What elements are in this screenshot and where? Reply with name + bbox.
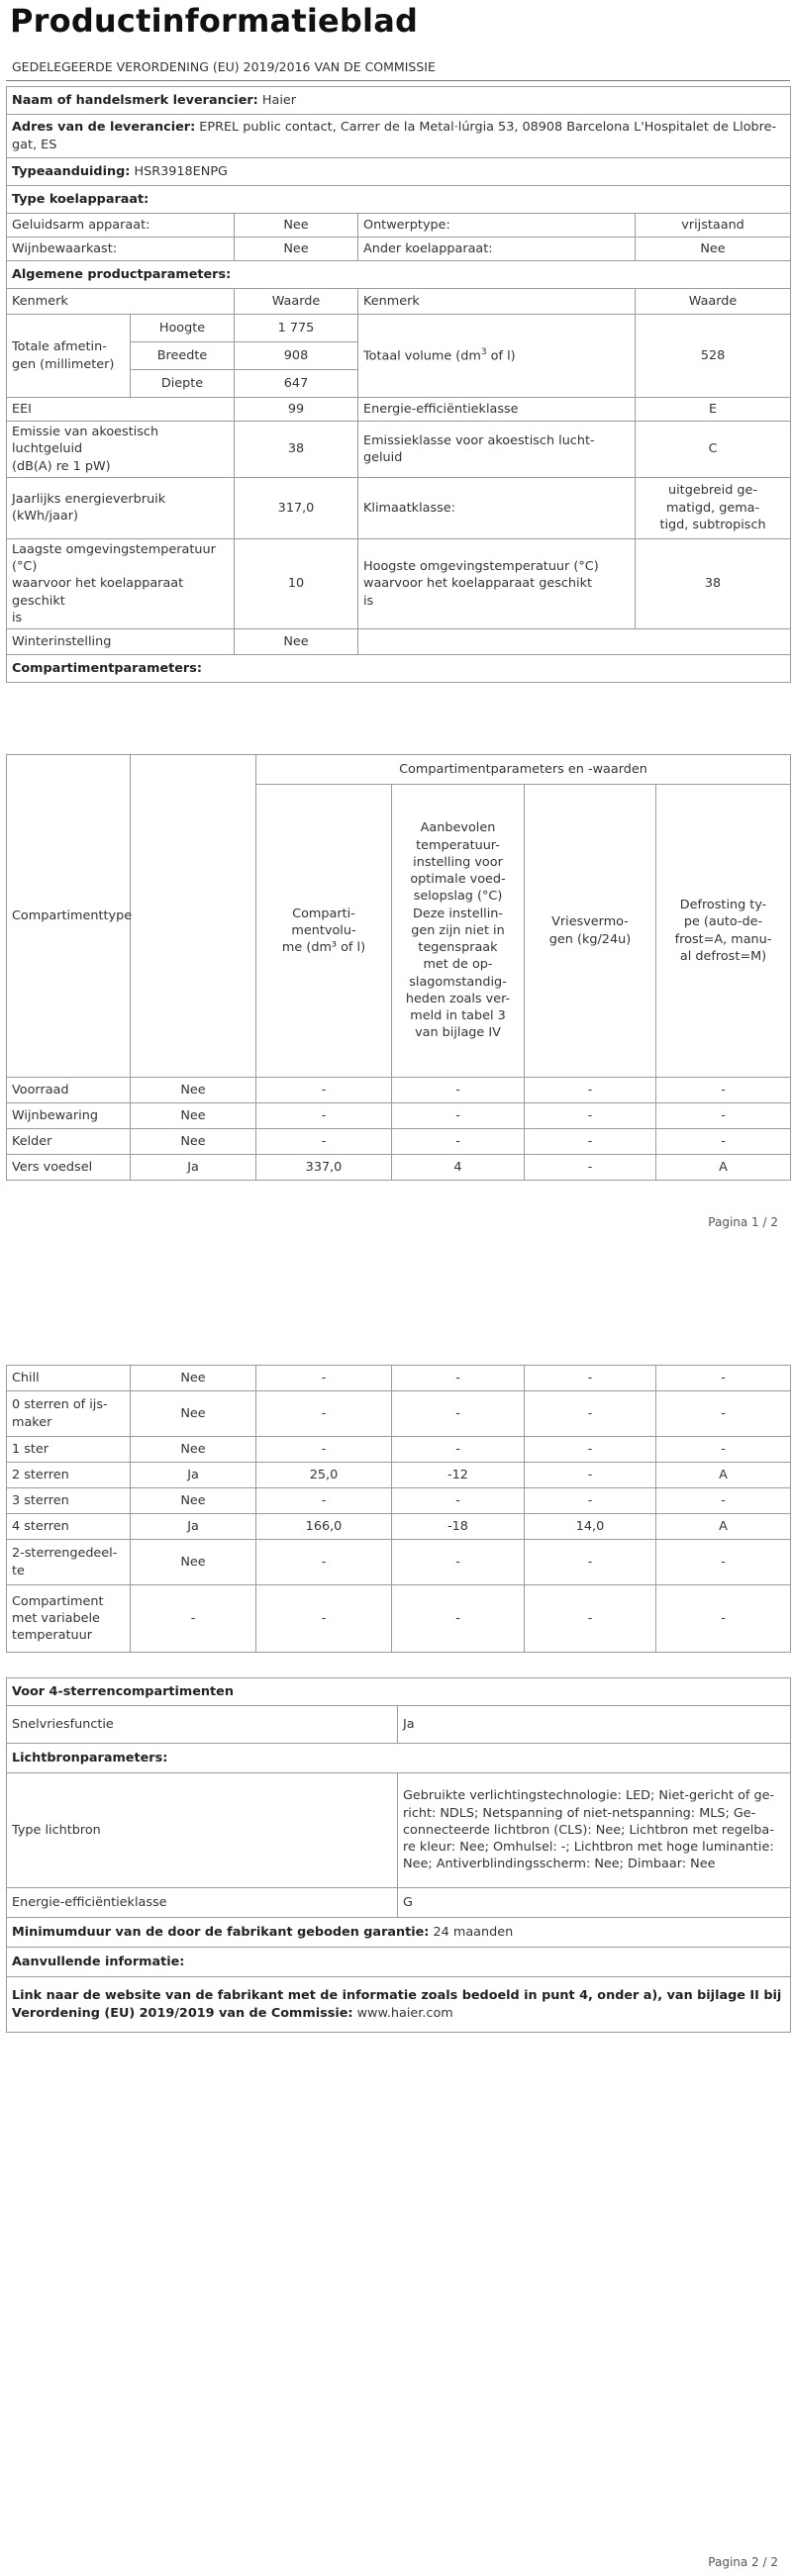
supplier-name-row	[7, 87, 791, 115]
other-appliance-value: Nee	[636, 238, 791, 261]
compartment-volume: -	[256, 1488, 392, 1514]
manufacturer-link-row: Link naar de website van de fabrikant met de informatie zoals bedoeld in punt 4, onder a), van bijlage II bij Verordening (EU) 2019/2019 van de Commissie: www.haier.com	[7, 1977, 791, 2033]
noise-emission-label: Emissie van akoestisch luchtgeluid (dB(A) re 1 pW)	[7, 422, 235, 478]
compartment-defrost: A	[656, 1514, 791, 1540]
light-energy-class-label: Energie-efficiëntieklasse	[7, 1888, 398, 1918]
compartment-name: 1 ster	[7, 1437, 131, 1463]
compartment-row-chill	[7, 1366, 791, 1391]
compartment-volume-header: Comparti- mentvolu- me (dm³ of l)	[256, 785, 392, 1078]
compartment-present: Ja	[131, 1155, 256, 1181]
compartment-freeze: -	[525, 1129, 656, 1155]
compartment-row-4-sterren	[7, 1514, 791, 1540]
compartment-name: Chill	[7, 1366, 131, 1391]
compartment-table-page1	[6, 754, 791, 1181]
compartment-present: Ja	[131, 1463, 256, 1488]
appliance-type-heading: Type koelapparaat:	[7, 186, 791, 214]
param-column-header: Kenmerk	[7, 289, 235, 315]
compartment-defrost: -	[656, 1437, 791, 1463]
compartment-row-vers-voedsel	[7, 1155, 791, 1181]
winter-setting-value: Nee	[235, 629, 358, 655]
compartment-row-0-sterren-of-ijs-maker	[7, 1391, 791, 1437]
light-source-heading: Lichtbronparameters:	[7, 1744, 791, 1773]
supplier-address-row	[7, 115, 791, 158]
compartment-present: Nee	[131, 1366, 256, 1391]
compartment-name: Vers voedsel	[7, 1155, 131, 1181]
compartment-volume: -	[256, 1437, 392, 1463]
low-noise-value: Nee	[235, 214, 358, 238]
regulation-subtitle: GEDELEGEERDE VERORDENING (EU) 2019/2016 VAN DE COMMISSIE	[12, 59, 436, 74]
compartment-row-wijnbewaring	[7, 1103, 791, 1129]
compartment-temp: -	[392, 1437, 525, 1463]
compartment-name: 2 sterren	[7, 1463, 131, 1488]
compartment-freeze: -	[525, 1540, 656, 1585]
compartment-volume: 25,0	[256, 1463, 392, 1488]
eei-value: 99	[235, 398, 358, 422]
energy-class-value: E	[636, 398, 791, 422]
compartment-volume: -	[256, 1540, 392, 1585]
compartment-row-1-ster	[7, 1437, 791, 1463]
compartment-row-3-sterren	[7, 1488, 791, 1514]
compartment-defrost: -	[656, 1540, 791, 1585]
compartment-volume: 337,0	[256, 1155, 392, 1181]
light-source-type-label: Type lichtbron	[7, 1773, 398, 1888]
compartment-temp: -12	[392, 1463, 525, 1488]
compartment-present: Nee	[131, 1540, 256, 1585]
fast-freeze-value: Ja	[398, 1706, 791, 1744]
supplier-address-value: EPREL public contact, Carrer de la Metal·lúrgia 53, 08908 Barcelona L'Hospitalet de Llobre-	[199, 120, 777, 136]
model-row	[7, 158, 791, 186]
page-number-2: Pagina 2 / 2	[708, 2555, 778, 2569]
wine-storage-label: Wijnbewaarkast:	[7, 238, 235, 261]
energy-class-label: Energie-efficiëntieklasse	[358, 398, 636, 422]
compartment-name: 2-sterrengedeel- te	[7, 1540, 131, 1585]
compartment-volume: -	[256, 1585, 392, 1653]
low-noise-label: Geluidsarm apparaat:	[7, 214, 235, 238]
compartment-freeze: -	[525, 1366, 656, 1391]
total-volume-value: 528	[636, 315, 791, 398]
width-value: 908	[235, 342, 358, 370]
compartment-defrost: -	[656, 1391, 791, 1437]
supplier-address-label: Adres van de leverancier:	[12, 120, 196, 136]
compartment-freeze: -	[525, 1585, 656, 1653]
supplier-name-label: Naam of handelsmerk leverancier:	[12, 92, 258, 108]
total-volume-label: Totaal volume ($dm^3$ of l)	[358, 315, 636, 398]
height-label: Hoogte	[131, 315, 235, 342]
min-ambient-temp-value: 10	[235, 538, 358, 628]
width-label: Breedte	[131, 342, 235, 370]
warranty-label: Minimumduur van de door de fabrikant geboden garantie:	[12, 1924, 430, 1940]
compartment-freeze: -	[525, 1103, 656, 1129]
compartment-table-page2	[6, 1365, 791, 1653]
compartment-present: Nee	[131, 1488, 256, 1514]
compartment-temp: -	[392, 1391, 525, 1437]
compartment-temp: 4	[392, 1155, 525, 1181]
compartment-present: -	[131, 1585, 256, 1653]
compartment-temp: -18	[392, 1514, 525, 1540]
compartment-temp: -	[392, 1129, 525, 1155]
max-ambient-temp-value: 38	[636, 538, 791, 628]
compartment-defrost: -	[656, 1103, 791, 1129]
supplier-name-value: Haier	[261, 92, 297, 108]
compartment-rows-page1	[7, 1078, 791, 1181]
height-value: 1 775	[235, 315, 358, 342]
compartment-volume: -	[256, 1078, 392, 1103]
compartment-present: Nee	[131, 1103, 256, 1129]
compartment-temp: -	[392, 1366, 525, 1391]
additional-info-heading: Aanvullende informatie:	[7, 1948, 791, 1977]
compartment-volume: -	[256, 1366, 392, 1391]
noise-emission-value: 38	[235, 422, 358, 478]
compartment-temp-header: Aanbevolen temperatuur- instelling voor optimale voed- selopslag (°C) Deze instellin- gen zijn niet in tegenspraak met de op- slagomstandig- heden zoals ver- meld in tabel 3 van bijlage IV	[392, 785, 525, 1078]
climate-class-label: Klimaatklasse:	[358, 477, 636, 538]
noise-class-label: Emissieklasse voor akoestisch lucht- geluid	[358, 422, 636, 478]
light-source-type-value: Gebruikte verlichtingstechnologie: LED; Niet-gericht of ge- richt: NDLS; Netspanning of niet-netspanning: MLS; Ge- connecteerde lichtbron (CLS): Nee; Lichtbron met regelba- re kleur: Nee; Omhulsel: -; Lichtbron met hoge luminantie: Nee; Antiverblindingsscherm: Nee; Dimbaar: Nee	[398, 1773, 791, 1888]
annual-energy-label: Jaarlijks energieverbruik (kWh/jaar)	[7, 477, 235, 538]
depth-value: 647	[235, 370, 358, 398]
compartment-type-header: Compartimenttype	[7, 755, 131, 1078]
design-type-value: vrijstaand	[636, 214, 791, 238]
value-column-header-2: Waarde	[636, 289, 791, 315]
compartment-name: Wijnbewaring	[7, 1103, 131, 1129]
page-title: Productinformatieblad	[10, 2, 419, 40]
warranty-row	[7, 1918, 791, 1948]
compartment-rows-page2	[7, 1366, 791, 1653]
compartment-name: Compartiment met variabele temperatuur	[7, 1585, 131, 1653]
supplier-address-value-cont: gat, ES	[12, 137, 57, 152]
compartment-volume: -	[256, 1103, 392, 1129]
compartment-temp: -	[392, 1540, 525, 1585]
compartment-freeze: -	[525, 1488, 656, 1514]
compartment-defrost: A	[656, 1155, 791, 1181]
compartment-defrost-header: Defrosting ty- pe (auto-de- frost=A, manu- al defrost=M)	[656, 785, 791, 1078]
compartment-row-voorraad	[7, 1078, 791, 1103]
model-value: HSR3918ENPG	[134, 163, 228, 179]
compartment-defrost: -	[656, 1129, 791, 1155]
compartment-temp: -	[392, 1103, 525, 1129]
page-number-1: Pagina 1 / 2	[708, 1215, 778, 1229]
compartment-name: 0 sterren of ijs- maker	[7, 1391, 131, 1437]
wine-storage-value: Nee	[235, 238, 358, 261]
other-appliance-label: Ander koelapparaat:	[358, 238, 636, 261]
title-divider	[6, 80, 790, 81]
climate-class-value: uitgebreid ge- matigd, gema- tigd, subtropisch	[636, 477, 791, 538]
four-star-heading: Voor 4-sterrencompartimenten	[7, 1678, 791, 1706]
compartment-freeze-header: Vriesvermo- gen (kg/24u)	[525, 785, 656, 1078]
compartment-present: Nee	[131, 1078, 256, 1103]
compartment-volume: -	[256, 1391, 392, 1437]
compartment-present: Nee	[131, 1437, 256, 1463]
compartment-freeze: -	[525, 1437, 656, 1463]
warranty-value: 24 maanden	[433, 1924, 514, 1940]
compartment-params-heading: Compartimentparameters:	[7, 655, 791, 683]
compartment-present: Ja	[131, 1514, 256, 1540]
value-column-header: Waarde	[235, 289, 358, 315]
max-ambient-temp-label: Hoogste omgevingstemperatuur (°C) waarvoor het koelapparaat geschikt is	[358, 538, 636, 628]
info-table-page2	[6, 1677, 791, 2033]
fast-freeze-label: Snelvriesfunctie	[7, 1706, 398, 1744]
general-params-heading: Algemene productparameters:	[7, 261, 791, 289]
dimensions-label: Totale afmetin- gen (millimeter)	[7, 315, 131, 398]
eei-label: EEI	[7, 398, 235, 422]
info-table-page1	[6, 86, 791, 683]
compartment-volume: -	[256, 1129, 392, 1155]
compartment-volume: 166,0	[256, 1514, 392, 1540]
compartment-defrost: -	[656, 1366, 791, 1391]
compartment-row-2-sterrengedeel-te	[7, 1540, 791, 1585]
compartment-freeze: -	[525, 1078, 656, 1103]
compartment-defrost: -	[656, 1488, 791, 1514]
compartment-defrost: A	[656, 1463, 791, 1488]
manufacturer-website-link[interactable]: www.haier.com	[356, 2005, 453, 2021]
compartment-defrost: -	[656, 1078, 791, 1103]
compartment-row-kelder	[7, 1129, 791, 1155]
compartment-present: Nee	[131, 1391, 256, 1437]
param-column-header-2: Kenmerk	[358, 289, 636, 315]
light-energy-class-value: G	[398, 1888, 791, 1918]
compartment-name: Kelder	[7, 1129, 131, 1155]
compartment-present: Nee	[131, 1129, 256, 1155]
compartment-temp: -	[392, 1488, 525, 1514]
compartment-freeze: -	[525, 1463, 656, 1488]
compartment-temp: -	[392, 1078, 525, 1103]
compartment-group-header: Compartimentparameters en -waarden	[256, 755, 791, 785]
compartment-name: Voorraad	[7, 1078, 131, 1103]
design-type-label: Ontwerptype:	[358, 214, 636, 238]
compartment-row-2-sterren	[7, 1463, 791, 1488]
winter-setting-label: Winterinstelling	[7, 629, 235, 655]
min-ambient-temp-label: Laagste omgevingstemperatuur (°C) waarvoor het koelapparaat geschikt is	[7, 538, 235, 628]
noise-class-value: C	[636, 422, 791, 478]
annual-energy-value: 317,0	[235, 477, 358, 538]
compartment-freeze: -	[525, 1155, 656, 1181]
compartment-name: 4 sterren	[7, 1514, 131, 1540]
compartment-defrost: -	[656, 1585, 791, 1653]
compartment-name: 3 sterren	[7, 1488, 131, 1514]
depth-label: Diepte	[131, 370, 235, 398]
compartment-freeze: -	[525, 1391, 656, 1437]
compartment-row-compartiment-met-variabele-temperatuur	[7, 1585, 791, 1653]
compartment-temp: -	[392, 1585, 525, 1653]
compartment-freeze: 14,0	[525, 1514, 656, 1540]
model-label: Typeaanduiding:	[12, 163, 131, 179]
